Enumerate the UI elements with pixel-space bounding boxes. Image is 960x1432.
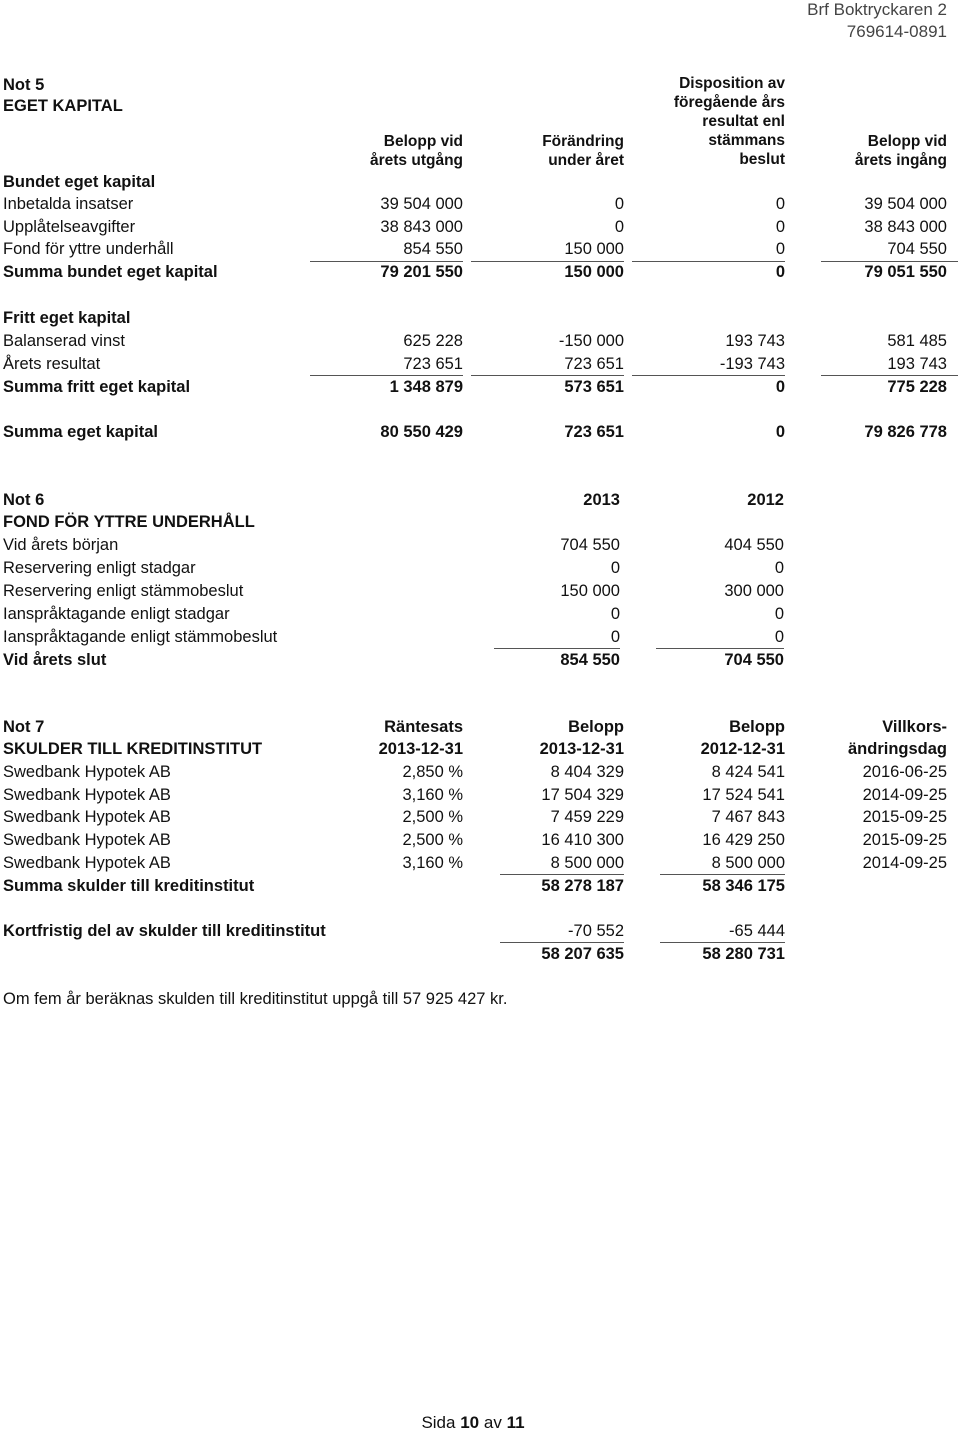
col-header-line: under året	[548, 152, 624, 169]
year-header: 2012	[747, 491, 784, 509]
cell: 58 346 175	[702, 877, 785, 895]
cell: 0	[614, 218, 624, 236]
note5-subtitle: EGET KAPITAL	[3, 97, 123, 115]
row-label: Summa skulder till kreditinstitut	[3, 877, 255, 895]
cell: 58 207 635	[541, 945, 624, 963]
bundet-heading: Bundet eget kapital	[3, 173, 156, 191]
cell: 58 278 187	[541, 877, 624, 895]
cell: 775 228	[887, 378, 947, 396]
sum-rule	[632, 261, 785, 262]
sum-rule	[660, 942, 785, 943]
col-header-line: årets ingång	[854, 152, 947, 169]
col-header-line: Disposition av	[679, 75, 785, 92]
cell: 80 550 429	[380, 423, 463, 441]
sum-rule	[660, 874, 785, 875]
row-label: Summa eget kapital	[3, 423, 158, 441]
note5-title: Not 5	[3, 76, 45, 94]
cell: 16 410 300	[541, 831, 624, 849]
cell: 581 485	[887, 332, 947, 350]
note7-title: Not 7	[3, 718, 45, 736]
row-label: Kortfristig del av skulder till kreditinstitut	[3, 922, 326, 940]
cell: 79 051 550	[864, 263, 947, 281]
cell: 854 550	[560, 651, 620, 669]
cell: 0	[775, 263, 785, 281]
col-header: 2012-12-31	[700, 740, 785, 758]
cell: 0	[610, 605, 620, 623]
col-header-line: beslut	[739, 151, 785, 168]
col-header: Belopp	[729, 718, 785, 736]
row-label: Balanserad vinst	[3, 332, 125, 350]
year-header: 2013	[583, 491, 620, 509]
note6-subtitle: FOND FÖR YTTRE UNDERHÅLL	[3, 513, 255, 531]
cell: 2015-09-25	[862, 831, 947, 849]
row-label: Vid årets slut	[3, 651, 107, 669]
row-label: Summa fritt eget kapital	[3, 378, 191, 396]
cell: 193 743	[887, 355, 947, 373]
cell: 8 500 000	[711, 854, 785, 872]
cell: -150 000	[558, 332, 624, 350]
row-label: Årets resultat	[3, 355, 101, 373]
org-number: 769614-0891	[846, 22, 947, 41]
row-label: Summa bundet eget kapital	[3, 263, 218, 281]
cell: 300 000	[724, 582, 784, 600]
col-header-line: Belopp vid	[383, 133, 463, 150]
cell: 193 743	[725, 332, 785, 350]
fritt-heading: Fritt eget kapital	[3, 309, 131, 327]
col-header: Räntesats	[384, 718, 463, 736]
sum-rule	[821, 261, 958, 262]
sum-rule	[500, 942, 624, 943]
cell: 2014-09-25	[862, 786, 947, 804]
sum-rule	[310, 375, 463, 376]
row-label: Upplåtelseavgifter	[3, 218, 136, 236]
row-label: Swedbank Hypotek AB	[3, 854, 171, 872]
page-footer	[0, 1414, 946, 1431]
cell: 39 504 000	[864, 195, 947, 213]
page-total: 11	[506, 1413, 525, 1432]
col-header: ändringsdag	[847, 740, 947, 758]
row-label: Fond för yttre underhåll	[3, 240, 174, 258]
cell: 704 550	[724, 651, 784, 669]
sum-rule	[471, 261, 624, 262]
page-word: Sida	[421, 1413, 456, 1432]
col-header-ingang	[855, 132, 947, 170]
col-header-line: Förändring	[542, 133, 624, 150]
row-label: Vid årets början	[3, 536, 119, 554]
cell: 150 000	[560, 582, 620, 600]
row-label: Swedbank Hypotek AB	[3, 786, 171, 804]
cell: 404 550	[724, 536, 784, 554]
cell: 58 280 731	[702, 945, 785, 963]
cell: 0	[614, 195, 624, 213]
sum-rule	[500, 874, 624, 875]
col-header: 2013-12-31	[539, 740, 624, 758]
page-number: 10	[460, 1413, 480, 1432]
note6-title: Not 6	[3, 491, 45, 509]
cell: 7 459 229	[550, 808, 624, 826]
cell: 0	[775, 378, 785, 396]
col-header-line: årets utgång	[369, 152, 463, 169]
sum-rule	[632, 375, 785, 376]
cell: 8 500 000	[550, 854, 624, 872]
cell: 0	[775, 240, 785, 258]
cell: 2,500 %	[402, 831, 463, 849]
col-header: Villkors-	[882, 718, 947, 736]
footnote: Om fem år beräknas skulden till kreditinstitut uppgå till 57 925 427 kr.	[3, 990, 508, 1008]
cell: 704 550	[887, 240, 947, 258]
row-label: Inbetalda insatser	[3, 195, 134, 213]
sum-rule	[494, 648, 620, 649]
row-label: Ianspråktagande enligt stadgar	[3, 605, 230, 623]
row-label: Reservering enligt stadgar	[3, 559, 196, 577]
cell: 723 651	[564, 355, 624, 373]
row-label: Swedbank Hypotek AB	[3, 763, 171, 781]
sum-rule	[821, 375, 958, 376]
row-label: Reservering enligt stämmobeslut	[3, 582, 244, 600]
col-header: 2013-12-31	[378, 740, 463, 758]
cell: 17 524 541	[702, 786, 785, 804]
cell: 0	[610, 628, 620, 646]
col-header-line: föregående års	[673, 94, 785, 111]
cell: 8 404 329	[550, 763, 624, 781]
cell: 8 424 541	[711, 763, 785, 781]
cell: 573 651	[564, 378, 624, 396]
cell: 38 843 000	[380, 218, 463, 236]
col-header-line: resultat enl	[702, 113, 785, 130]
col-header-disposition	[674, 74, 785, 169]
cell: 79 201 550	[380, 263, 463, 281]
cell: 0	[610, 559, 620, 577]
cell: 0	[774, 559, 784, 577]
cell: 2016-06-25	[862, 763, 947, 781]
cell: -193 743	[719, 355, 785, 373]
cell: 1 348 879	[389, 378, 463, 396]
sum-rule	[656, 648, 784, 649]
cell: 0	[774, 628, 784, 646]
row-label: Ianspråktagande enligt stämmobeslut	[3, 628, 278, 646]
col-header-line: stämmans	[708, 132, 785, 149]
cell: 150 000	[564, 240, 624, 258]
cell: 79 826 778	[864, 423, 947, 441]
cell: 38 843 000	[864, 218, 947, 236]
col-header-forandring	[542, 132, 624, 170]
col-header: Belopp	[568, 718, 624, 736]
note7-subtitle: SKULDER TILL KREDITINSTITUT	[3, 740, 263, 758]
cell: 854 550	[403, 240, 463, 258]
cell: 3,160 %	[402, 854, 463, 872]
cell: 2,500 %	[402, 808, 463, 826]
cell: 723 651	[564, 423, 624, 441]
cell: 0	[775, 195, 785, 213]
cell: -65 444	[729, 922, 785, 940]
cell: 2,850 %	[402, 763, 463, 781]
cell: 704 550	[560, 536, 620, 554]
cell: 16 429 250	[702, 831, 785, 849]
sum-rule	[471, 375, 624, 376]
cell: 0	[775, 218, 785, 236]
cell: 39 504 000	[380, 195, 463, 213]
row-label: Swedbank Hypotek AB	[3, 831, 171, 849]
cell: 0	[775, 423, 785, 441]
cell: 723 651	[403, 355, 463, 373]
cell: 2015-09-25	[862, 808, 947, 826]
cell: 3,160 %	[402, 786, 463, 804]
cell: -70 552	[568, 922, 624, 940]
cell: 17 504 329	[541, 786, 624, 804]
cell: 7 467 843	[711, 808, 785, 826]
col-header-line: Belopp vid	[867, 133, 947, 150]
sum-rule	[310, 261, 463, 262]
col-header-utgang	[370, 132, 463, 170]
of-word: av	[483, 1413, 502, 1432]
cell: 0	[774, 605, 784, 623]
cell: 150 000	[564, 263, 624, 281]
cell: 2014-09-25	[862, 854, 947, 872]
cell: 625 228	[403, 332, 463, 350]
row-label: Swedbank Hypotek AB	[3, 808, 171, 826]
org-name: Brf Boktryckaren 2	[807, 0, 947, 19]
